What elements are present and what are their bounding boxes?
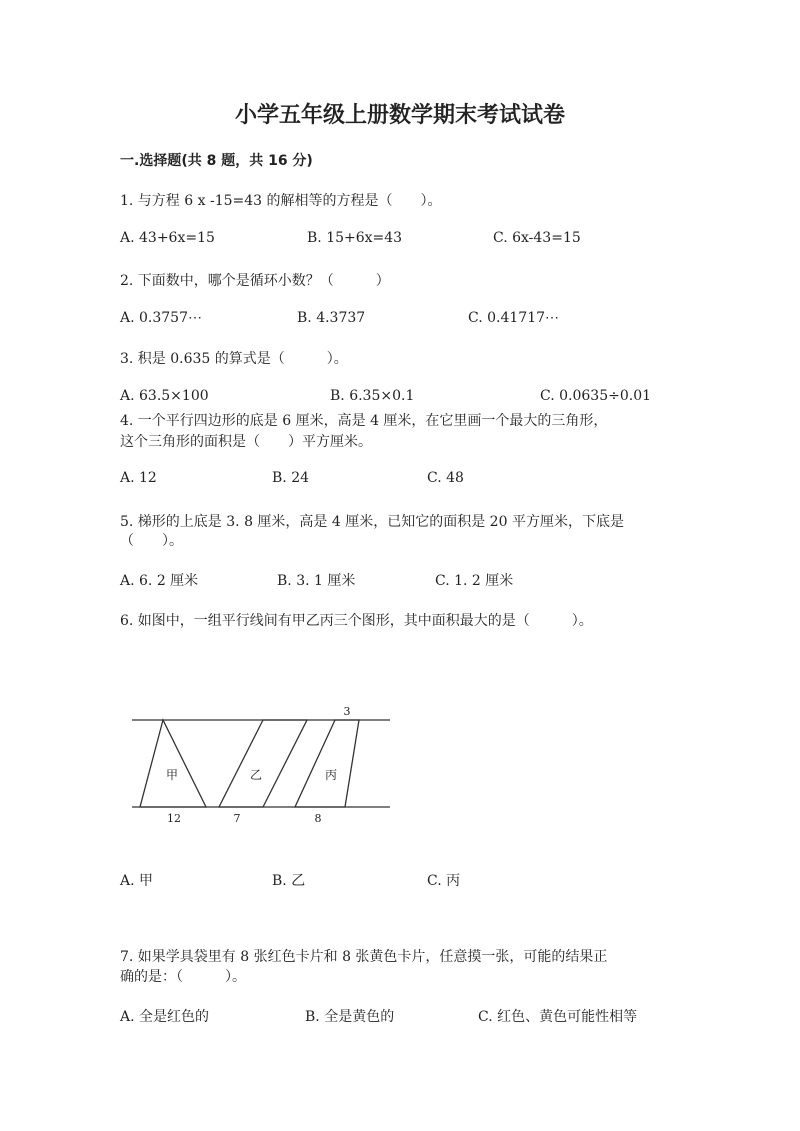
question-text-continued: 这个三角形的面积是（ ）平方厘米。 (120, 434, 372, 450)
bottom-label-bing: 8 (314, 812, 322, 825)
option-b: B. 6.35×0.1 (330, 388, 415, 404)
option-b: B. 全是黄色的 (305, 1009, 395, 1025)
option-a: A. 63.5×100 (120, 388, 209, 404)
option-a: A. 43+6x=15 (120, 230, 215, 246)
parallel-lines-figure (120, 690, 420, 830)
question-text-continued: （ ）。 (120, 533, 183, 549)
option-c: C. 6x-43=15 (493, 230, 581, 246)
option-b: B. 24 (272, 470, 310, 486)
question-text: 3. 积是 0.635 的算式是（ ）。 (120, 351, 348, 367)
question-text: 2. 下面数中，哪个是循环小数？（ ） (120, 273, 390, 289)
option-a: A. 0.3757⋯ (120, 310, 202, 326)
top-width-label: 3 (343, 705, 351, 718)
option-b: B. 15+6x=43 (307, 230, 403, 246)
option-a: A. 12 (120, 470, 157, 486)
page-title: 小学五年级上册数学期末考试试卷 (234, 103, 565, 128)
shape-label-jia: 甲 (165, 768, 179, 782)
question-text: 4. 一个平行四边形的底是 6 厘米，高是 4 厘米，在它里画一个最大的三角形， (120, 413, 608, 429)
option-b: B. 3. 1 厘米 (277, 573, 356, 589)
shape-label-bing: 丙 (324, 768, 338, 782)
section-heading: 一.选择题(共 8 题，共 16 分) (120, 153, 313, 169)
option-a: A. 6. 2 厘米 (120, 573, 199, 589)
shape-jia-triangle (140, 720, 206, 807)
option-b: B. 乙 (272, 873, 306, 889)
question-text: 6. 如图中，一组平行线间有甲乙丙三个图形，其中面积最大的是（ ）。 (120, 613, 593, 629)
option-a: A. 全是红色的 (120, 1009, 210, 1025)
shape-bing-trapezoid (295, 720, 359, 807)
option-c: C. 丙 (427, 873, 461, 889)
shape-label-yi: 乙 (249, 768, 263, 782)
question-text: 1. 与方程 6 x -15=43 的解相等的方程是（ ）。 (120, 193, 442, 209)
bottom-label-yi: 7 (233, 812, 241, 825)
option-c: C. 0.41717⋯ (468, 310, 560, 326)
question-text: 5. 梯形的上底是 3. 8 厘米，高是 4 厘米，已知它的面积是 20 平方厘米，下底是 (120, 514, 624, 530)
option-c: C. 红色、黄色可能性相等 (478, 1009, 638, 1025)
bottom-label-jia: 12 (167, 812, 181, 825)
option-c: C. 0.0635÷0.01 (540, 388, 652, 404)
shape-yi-parallelogram (219, 720, 307, 807)
option-c: C. 1. 2 厘米 (435, 573, 514, 589)
question-text-continued: 确的是：（ ）。 (120, 969, 246, 985)
option-b: B. 4.3737 (297, 310, 366, 326)
option-c: C. 48 (427, 470, 464, 486)
option-a: A. 甲 (120, 873, 154, 889)
question-text: 7. 如果学具袋里有 8 张红色卡片和 8 张黄色卡片，任意摸一张，可能的结果正 (120, 949, 608, 965)
